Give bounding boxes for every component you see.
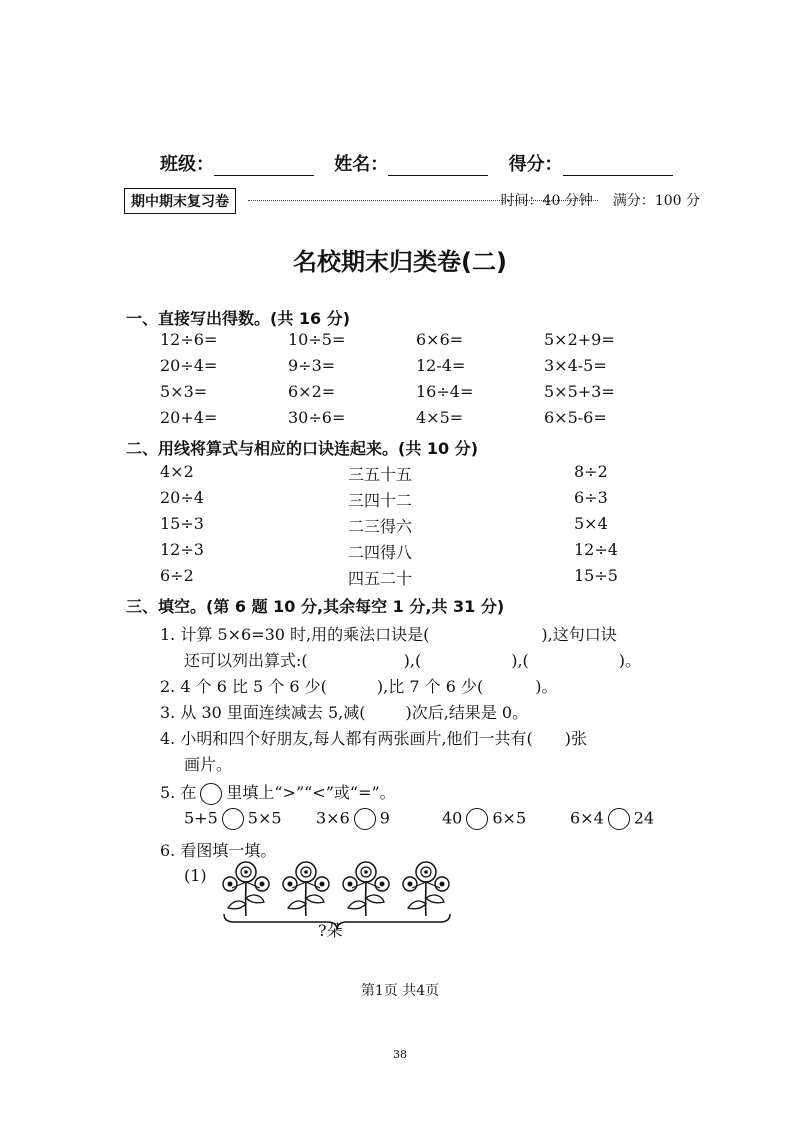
question-3: 3. 从 30 里面连续减去 5,减( )次后,结果是 0。 <box>160 703 529 722</box>
flower-icon <box>343 862 389 916</box>
question-1-line-2: 还可以列出算式:( ),( ),( )。 <box>184 651 642 670</box>
match-expression[interactable]: 5×4 <box>574 514 608 533</box>
calc-item: 6×2= <box>288 382 336 401</box>
calc-item: 3×4-5= <box>544 356 607 375</box>
question-4-line-2: 画片。 <box>184 755 233 774</box>
page-title: 名校期末归类卷(二) <box>293 248 507 276</box>
compare-circle[interactable] <box>608 808 630 830</box>
full-score: 满分：100 分 <box>612 193 700 209</box>
question-6: 6. 看图填一填。 <box>160 841 277 860</box>
name-label: 姓名： <box>334 154 389 175</box>
match-rhyme[interactable]: 二三得六 <box>348 517 413 536</box>
match-expression[interactable]: 20÷4 <box>160 488 204 507</box>
calc-item: 20÷4= <box>160 356 218 375</box>
calc-item: 4×5= <box>416 408 464 427</box>
exam-meta-row <box>124 188 700 214</box>
class-label: 班级： <box>160 154 214 175</box>
question-4-line-1: 4. 小明和四个好朋友,每人都有两张画片,他们一共有( )张 <box>160 729 588 748</box>
question-6-sub-1: (1) <box>184 866 207 885</box>
calc-item: 10÷5= <box>288 330 346 349</box>
section2-heading: 二、用线将算式与相应的口诀连起来。(共 10 分) <box>126 439 479 458</box>
question-1-line-1: 1. 计算 5×6=30 时,用的乘法口诀是( ),这句口诀 <box>160 625 617 644</box>
student-info-line <box>160 150 687 176</box>
compare-item: 5+5 5×5 <box>184 808 282 830</box>
circle-icon <box>200 783 222 805</box>
score-blank[interactable] <box>563 157 673 176</box>
section1-heading: 一、直接写出得数。(共 16 分) <box>126 309 351 328</box>
name-blank[interactable] <box>388 157 488 176</box>
page-footer: 第1页 共4页 <box>360 983 440 999</box>
time-info <box>481 190 700 210</box>
calc-item: 6×6= <box>416 330 464 349</box>
compare-circle[interactable] <box>354 808 376 830</box>
match-rhyme[interactable]: 三五十五 <box>348 465 413 484</box>
compare-circle[interactable] <box>222 808 244 830</box>
compare-item: 40 6×5 <box>442 808 526 830</box>
match-rhyme[interactable]: 二四得八 <box>348 543 413 562</box>
section3-heading: 三、填空。(第 6 题 10 分,其余每空 1 分,共 31 分) <box>126 597 505 616</box>
calc-item: 30÷6= <box>288 408 346 427</box>
calc-item: 20+4= <box>160 408 218 427</box>
calc-item: 16÷4= <box>416 382 474 401</box>
calc-item: 5×5+3= <box>544 382 615 401</box>
calc-item: 6×5-6= <box>544 408 607 427</box>
match-expression[interactable]: 8÷2 <box>574 462 608 481</box>
match-expression[interactable]: 15÷5 <box>574 566 618 585</box>
calc-item: 5×2+9= <box>544 330 615 349</box>
calc-item: 5×3= <box>160 382 208 401</box>
class-blank[interactable] <box>214 157 314 176</box>
exam-type-badge: 期中期末复习卷 <box>124 188 236 214</box>
match-rhyme[interactable]: 三四十二 <box>348 491 413 510</box>
match-expression[interactable]: 12÷3 <box>160 540 204 559</box>
calc-item: 9÷3= <box>288 356 336 375</box>
score-field <box>509 150 673 176</box>
match-expression[interactable]: 4×2 <box>160 462 194 481</box>
flower-icon <box>403 862 449 916</box>
flower-count-label: ?朵 <box>318 921 343 940</box>
compare-item: 6×4 24 <box>570 808 654 830</box>
match-expression[interactable]: 12÷4 <box>574 540 618 559</box>
flower-icon <box>283 862 329 916</box>
compare-circle[interactable] <box>466 808 488 830</box>
calc-item: 12-4= <box>416 356 466 375</box>
name-field <box>334 150 488 176</box>
question-5: 5. 在 里填上“>”“<”或“=”。 <box>160 780 396 805</box>
question-2: 2. 4 个 6 比 5 个 6 少( ),比 7 个 6 少( )。 <box>160 677 558 696</box>
match-expression[interactable]: 15÷3 <box>160 514 204 533</box>
flower-icon <box>223 862 269 916</box>
compare-item: 3×6 9 <box>316 808 390 830</box>
score-label: 得分： <box>508 154 563 175</box>
calc-item: 12÷6= <box>160 330 218 349</box>
match-rhyme[interactable]: 四五二十 <box>348 569 413 588</box>
class-field <box>160 150 314 176</box>
flowers-illustration <box>218 858 458 920</box>
match-expression[interactable]: 6÷3 <box>574 488 608 507</box>
time-limit: 时间：40 分钟 <box>500 193 593 209</box>
page-number: 38 <box>393 1048 407 1061</box>
match-expression[interactable]: 6÷2 <box>160 566 194 585</box>
